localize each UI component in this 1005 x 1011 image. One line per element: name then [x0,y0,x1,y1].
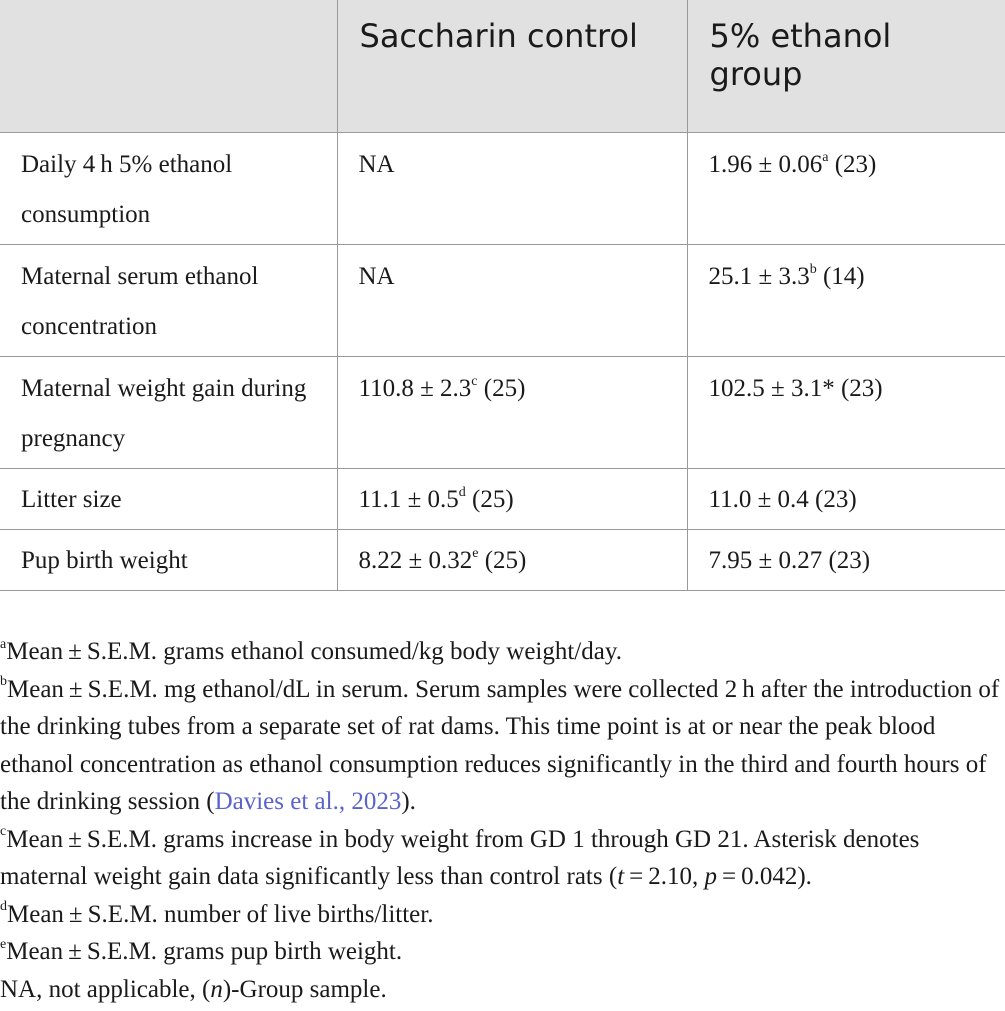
ethanol-cell: 102.5 ± 3.1* (23) [687,357,1005,469]
header-ethanol-group: 5% ethanol group [687,0,1005,133]
row-label: Pup birth weight [0,530,337,591]
row-label: Maternal serum ethanol concentration [0,245,337,357]
table-header-row [0,0,1005,133]
header-saccharin-control: Saccharin control [337,0,687,133]
table-row [0,133,1005,245]
footnote-b: $^b$Mean ± S.E.M. mg ethanol/dL in serum. Serum samples were collected 2 h after the introduction of the drinking tubes from a separate set of rat dams. This time point is at or near the peak blood ethanol concentration as ethanol consumption reduces significantly in the third and fourth hours of the drinking session (Davies et al., 2023). [0,674,1000,815]
header-empty [0,0,337,133]
table-row [0,245,1005,357]
ethanol-cell: 25.1 ± 3.3$^b$ (14) [687,245,1005,357]
row-label: Maternal weight gain during pregnancy [0,357,337,469]
table-row [0,530,1005,591]
ethanol-cell: 7.95 ± 0.27 (23) [687,530,1005,591]
footnote-na: NA, not applicable, (n)-Group sample. [0,975,387,1003]
control-cell: 11.1 ± 0.5$^d$ (25) [337,469,687,530]
footnote-d: $^d$Mean ± S.E.M. number of live births/litter. [0,899,434,928]
row-label: Daily 4 h 5% ethanol consumption [0,133,337,245]
table-row [0,469,1005,530]
ethanol-cell: 1.96 ± 0.06$^a$ (23) [687,133,1005,245]
table-row [0,357,1005,469]
row-label: Litter size [0,469,337,530]
footnote-a: $^a$Mean ± S.E.M. grams ethanol consumed/kg body weight/day. [0,636,622,665]
control-cell: NA [337,245,687,357]
control-cell: 8.22 ± 0.32$^e$ (25) [337,530,687,591]
footnote-c: $^c$Mean ± S.E.M. grams increase in body weight from GD 1 through GD 21. Asterisk denotes maternal weight gain data significantly less than control rats (t = 2.10, p = 0.042). [0,824,920,890]
ethanol-cell: 11.0 ± 0.4 (23) [687,469,1005,530]
control-cell: NA [337,133,687,245]
citation-link[interactable]: Davies et al., 2023 [214,788,402,815]
control-cell: 110.8 ± 2.3$^c$ (25) [337,357,687,469]
footnote-e: $^e$Mean ± S.E.M. grams pup birth weight. [0,936,403,965]
table-footnotes [0,633,1000,1008]
